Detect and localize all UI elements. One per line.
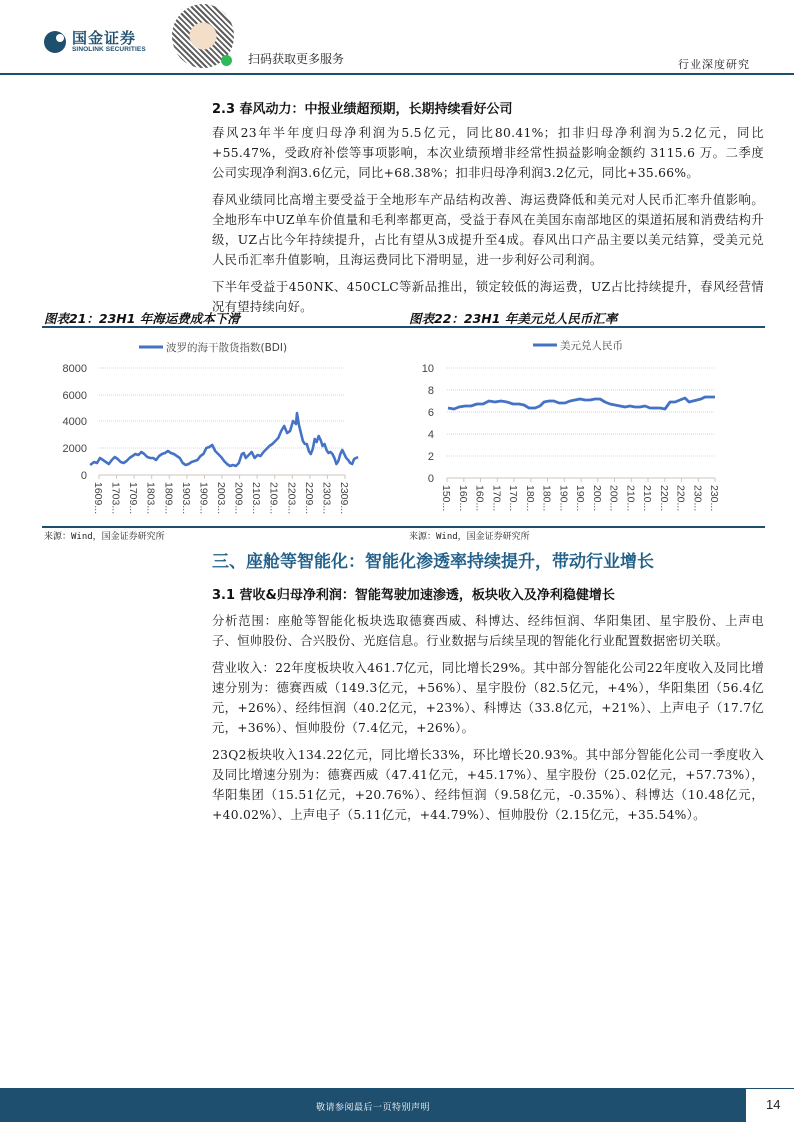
paragraph: 下半年受益于450NK、450CLC等新品推出，锁定较低的海运费，UZ占比持续提升，春风经营情况有望持续向好。 [212,280,764,314]
x-tick-label: 220... [674,485,687,512]
figure-21-title: 图表21：23H1 年海运费成本下滑 [44,311,240,326]
paragraph: 春风23年半年度归母净利润为5.5亿元，同比80.41%；扣非归母净利润为5.2亿元，同比+55.47%，受政府补偿等事项影响，本次业绩预增非经常性损益影响金额约 3115.6 万。二季度公司实现净利润3.6亿元，同比+68.38%；扣非归母净利润3.2亿元，同比+35.66%。 [212,126,764,180]
svg-text:0: 0 [427,473,434,485]
x-tick-label: 210... [641,485,653,512]
company-logo [44,30,146,54]
usdcny-series-line [448,397,715,409]
x-tick-label: 1709... [127,482,140,515]
chapter-heading: 三、座舱等智能化：智能化渗透率持续提升，带动行业增长 [212,552,654,572]
svg-text:2: 2 [427,451,434,463]
page-number: 14 [766,1097,781,1112]
x-tick-label: 1609... [92,482,104,515]
figure-22-source: 来源：Wind，国金证券研究所 [409,532,530,542]
section-heading: 2.3 春风动力：中报业绩超预期，长期持续看好公司 [212,102,513,117]
legend-label: 美元兑人民币 [560,340,623,352]
logo-icon [44,31,66,53]
svg-text:6: 6 [427,407,434,419]
x-tick-label: 220... [657,485,670,512]
bdi-line-chart [42,330,407,525]
legend-label: 波罗的海干散货指数(BDI) [166,342,288,354]
figure-21-bottom-rule [42,526,407,528]
figure-22-rule [407,326,765,328]
svg-text:8: 8 [427,385,434,397]
x-tick-label: 170... [490,485,503,512]
header-divider [0,73,794,75]
subsection-heading: 3.1 营收&归母净利润：智能驾驶加速渗透，板块收入及净利稳健增长 [212,588,615,603]
footer-disclaimer: 敬请参阅最后一页特别声明 [315,1103,430,1113]
x-tick-label: 190... [574,485,586,512]
x-tick-label: 1809... [162,482,175,515]
figure-22-title: 图表22：23H1 年美元兑人民币汇率 [409,311,618,326]
x-tick-label: 1803... [144,482,157,515]
section-2-3 [212,98,764,317]
x-tick-label: 2303... [320,482,333,515]
x-tick-label: 2003... [215,482,227,515]
x-tick-label: 2103... [250,482,263,515]
x-tick-label: 1703... [109,482,122,515]
figure-21-source: 来源：Wind，国金证券研究所 [44,532,165,542]
svg-text:2000: 2000 [62,443,87,455]
paragraph: 23Q2板块收入134.22亿元，同比增长33%，环比增长20.93%。其中部分智能化公司一季度收入及同比增速分别为：德赛西威（47.41亿元，+45.17%）、星宇股份（25.02亿元，+57.73%），华阳集团（15.51亿元，+20.76%）、经纬恒润（9.58亿元，-0.35%）、科博达（10.48亿元，+40.02%）、上声电子（5.11亿元，+44.79%）、恒帅股份（2.15亿元，+35.54%）。 [212,748,764,822]
x-tick-label: 2209... [302,482,315,515]
section-3-1 [212,584,764,825]
svg-text:4: 4 [427,429,434,441]
figure-21-rule [42,326,407,328]
x-tick-label: 190... [557,485,570,512]
usdcny-line-chart [407,330,765,525]
page-header [0,0,794,76]
x-tick-label: 1903... [179,482,192,515]
x-tick-label: 2309... [338,482,350,515]
x-tick-label: 170... [507,485,519,512]
x-tick-label: 150... [440,485,452,512]
footer-rule [746,1088,794,1089]
logo-en-text: SINOLINK SECURITIES [72,46,146,53]
x-tick-label: 200... [607,485,620,512]
logo-cn-text: 国金证券 [72,29,137,47]
svg-text:8000: 8000 [62,363,87,375]
x-tick-label: 180... [523,485,536,512]
x-tick-label: 2109... [267,482,280,515]
scan-prompt: 扫码获取更多服务 [248,52,345,66]
x-tick-label: 200... [590,485,603,512]
x-tick-label: 210... [624,485,637,512]
paragraph: 春风业绩同比高增主要受益于全地形车产品结构改善、海运费降低和美元对人民币汇率升值影响。全地形车中UZ单车价值量和毛利率都更高，受益于春风在美国东南部地区的渠道拓展和消费结构升级，UZ占比今年持续提升，占比有望从3成提升至4成。春风出口产品主要以美元结算，受美元兑人民币汇率升值影响，且海运费同比下滑明显，进一步利好公司利润。 [212,193,764,267]
paragraph: 分析范围：座舱等智能化板块选取德赛西威、科博达、经纬恒润、华阳集团、星宇股份、上声电子、恒帅股份、合兴股份、光庭信息。行业数据与后续呈现的智能化行业配置数据密切关联。 [212,614,764,648]
x-tick-label: 230... [708,485,720,512]
paragraph: 营业收入：22年度板块收入461.7亿元，同比增长29%。其中部分智能化公司22年度收入及同比增速分别为：德赛西威（149.3亿元，+56%）、星宇股份（82.5亿元，+4%），华阳集团（56.4亿元，+26%）、经纬恒润（40.2亿元，+23%）、科博达（33.8亿元，+21%）、上声电子（17.7亿元，+36%）、恒帅股份（7.4亿元，+26%）。 [212,661,764,735]
x-tick-label: 160... [473,485,486,512]
x-tick-label: 2009... [232,482,245,515]
document-type: 行业深度研究 [678,58,750,71]
x-tick-label: 2203... [285,482,298,515]
svg-text:6000: 6000 [62,390,87,402]
x-tick-label: 160... [456,485,469,512]
x-tick-label: 1909... [197,482,210,515]
mini-program-icon [221,55,232,66]
svg-text:10: 10 [421,363,434,375]
x-tick-label: 180... [540,485,553,512]
figure-22-bottom-rule [407,526,765,528]
svg-text:4000: 4000 [62,416,87,428]
x-tick-label: 230... [691,485,704,512]
svg-text:0: 0 [80,470,87,482]
